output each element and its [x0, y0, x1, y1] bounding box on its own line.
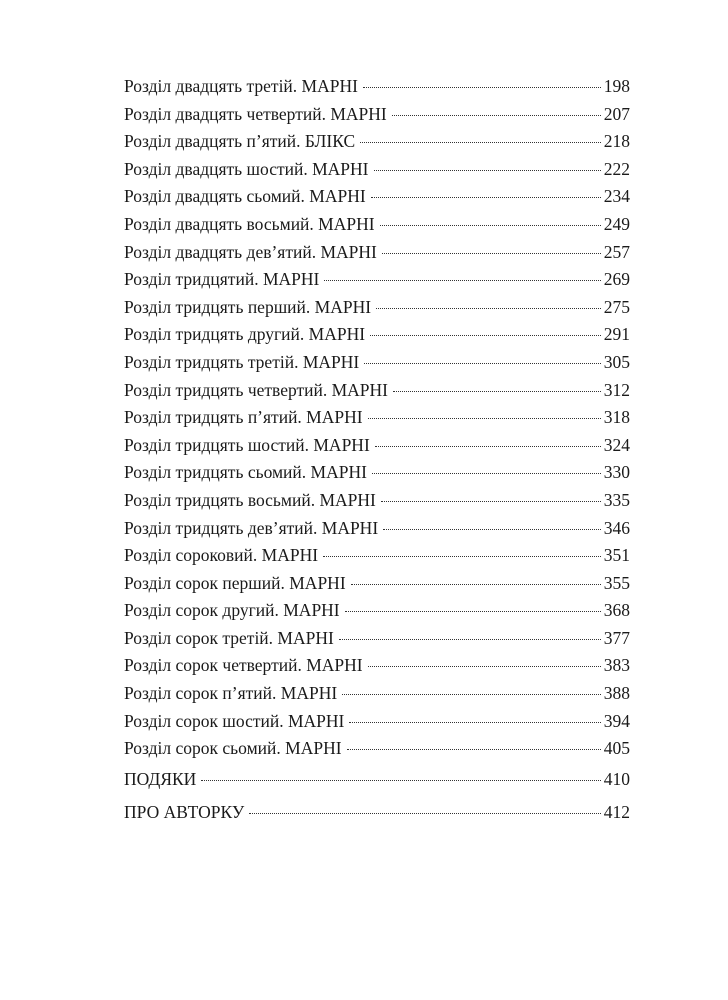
table-of-contents: [124, 76, 630, 835]
toc-entry: [124, 628, 630, 656]
dot-leader: [364, 363, 601, 364]
toc-entry: [124, 518, 630, 546]
entry-title: Розділ сороковий. МАРНІ: [124, 545, 319, 566]
entry-page-number: 218: [603, 131, 630, 152]
dot-leader: [368, 666, 601, 667]
entry-title: Розділ тридцятий. МАРНІ: [124, 269, 320, 290]
entry-title: Розділ тридцять другий. МАРНІ: [124, 324, 366, 345]
entry-title: Розділ двадцять п’ятий. БЛІКС: [124, 131, 356, 152]
toc-entry: [124, 269, 630, 297]
entry-page-number: 312: [603, 379, 630, 400]
toc-entry: [124, 435, 630, 463]
entry-page-number: 324: [603, 434, 630, 455]
entry-title: Розділ сорок третій. МАРНІ: [124, 627, 334, 648]
dot-leader: [345, 611, 601, 612]
entry-title: Розділ тридцять дев’ятий. МАРНІ: [124, 517, 379, 538]
entry-page-number: 412: [603, 801, 630, 822]
entry-page-number: 305: [603, 351, 630, 372]
entry-title: Розділ двадцять сьомий. МАРНІ: [124, 186, 366, 207]
toc-back-matter-entry: [124, 769, 630, 802]
dot-leader: [371, 197, 601, 198]
entry-page-number: 318: [603, 407, 630, 428]
entry-page-number: 383: [603, 655, 630, 676]
entry-page-number: 291: [603, 324, 630, 345]
dot-leader: [381, 501, 601, 502]
toc-entry: [124, 683, 630, 711]
entry-title: Розділ тридцять сьомий. МАРНІ: [124, 462, 367, 483]
toc-entry: [124, 600, 630, 628]
toc-entry: [124, 407, 630, 435]
entry-page-number: 275: [603, 296, 630, 317]
dot-leader: [372, 473, 601, 474]
entry-title: Розділ двадцять дев’ятий. МАРНІ: [124, 241, 377, 262]
entry-title: Розділ тридцять третій. МАРНІ: [124, 351, 360, 372]
entry-page-number: 234: [603, 186, 630, 207]
toc-entry: [124, 490, 630, 518]
entry-page-number: 257: [603, 241, 630, 262]
entry-title: Розділ двадцять восьмий. МАРНІ: [124, 213, 375, 234]
toc-entry: [124, 573, 630, 601]
entry-page-number: 198: [603, 76, 630, 96]
dot-leader: [363, 87, 601, 88]
entry-title: Розділ тридцять восьмий. МАРНІ: [124, 489, 376, 510]
dot-leader: [393, 391, 601, 392]
entry-page-number: 335: [603, 489, 630, 510]
entry-page-number: 410: [603, 768, 630, 789]
toc-entry: [124, 738, 630, 766]
dot-leader: [376, 308, 601, 309]
entry-title: Розділ двадцять четвертий. МАРНІ: [124, 103, 387, 124]
toc-entry: [124, 655, 630, 683]
dot-leader: [370, 335, 601, 336]
dot-leader: [368, 418, 601, 419]
entry-title: Розділ тридцять четвертий. МАРНІ: [124, 379, 389, 400]
entry-page-number: 222: [603, 158, 630, 179]
entry-title: Розділ сорок другий. МАРНІ: [124, 600, 340, 621]
toc-entry: [124, 104, 630, 132]
dot-leader: [380, 225, 601, 226]
entry-title: Розділ сорок сьомий. МАРНІ: [124, 738, 342, 759]
dot-leader: [342, 694, 601, 695]
dot-leader: [324, 280, 600, 281]
toc-entry: [124, 297, 630, 325]
entry-title: Розділ сорок четвертий. МАРНІ: [124, 655, 363, 676]
entry-page-number: 207: [603, 103, 630, 124]
toc-entry: [124, 159, 630, 187]
dot-leader: [249, 813, 601, 814]
dot-leader: [339, 639, 601, 640]
entry-title: ПОДЯКИ: [124, 768, 197, 789]
dot-leader: [347, 749, 601, 750]
dot-leader: [392, 115, 601, 116]
entry-page-number: 394: [603, 710, 630, 731]
entry-title: Розділ двадцять третій. МАРНІ: [124, 76, 358, 96]
entry-title: Розділ сорок перший. МАРНІ: [124, 572, 346, 593]
dot-leader: [323, 556, 601, 557]
toc-entry: [124, 462, 630, 490]
toc-entry: [124, 214, 630, 242]
toc-back-matter-entry: [124, 802, 630, 835]
toc-entry: [124, 380, 630, 408]
toc-entry: [124, 324, 630, 352]
toc-entry: [124, 76, 630, 104]
entry-page-number: 368: [603, 600, 630, 621]
entry-page-number: 330: [603, 462, 630, 483]
entry-title: Розділ тридцять перший. МАРНІ: [124, 296, 372, 317]
dot-leader: [351, 584, 601, 585]
toc-entry: [124, 352, 630, 380]
entry-page-number: 269: [603, 269, 630, 290]
dot-leader: [382, 253, 601, 254]
entry-title: Розділ сорок шостий. МАРНІ: [124, 710, 345, 731]
dot-leader: [374, 170, 601, 171]
dot-leader: [201, 780, 600, 781]
entry-page-number: 377: [603, 627, 630, 648]
entry-title: Розділ двадцять шостий. МАРНІ: [124, 158, 369, 179]
entry-page-number: 388: [603, 683, 630, 704]
entry-page-number: 351: [603, 545, 630, 566]
entry-page-number: 346: [603, 517, 630, 538]
entry-title: Розділ сорок п’ятий. МАРНІ: [124, 683, 338, 704]
toc-entry: [124, 545, 630, 573]
dot-leader: [360, 142, 601, 143]
toc-entry: [124, 131, 630, 159]
entry-page-number: 355: [603, 572, 630, 593]
entry-title: ПРО АВТОРКУ: [124, 801, 245, 822]
toc-entry: [124, 711, 630, 739]
toc-entry: [124, 186, 630, 214]
dot-leader: [349, 722, 600, 723]
entry-title: Розділ тридцять шостий. МАРНІ: [124, 434, 370, 455]
entry-page-number: 249: [603, 213, 630, 234]
dot-leader: [375, 446, 601, 447]
entry-title: Розділ тридцять п’ятий. МАРНІ: [124, 407, 363, 428]
entry-page-number: 405: [603, 738, 630, 759]
toc-entry: [124, 242, 630, 270]
dot-leader: [383, 529, 601, 530]
